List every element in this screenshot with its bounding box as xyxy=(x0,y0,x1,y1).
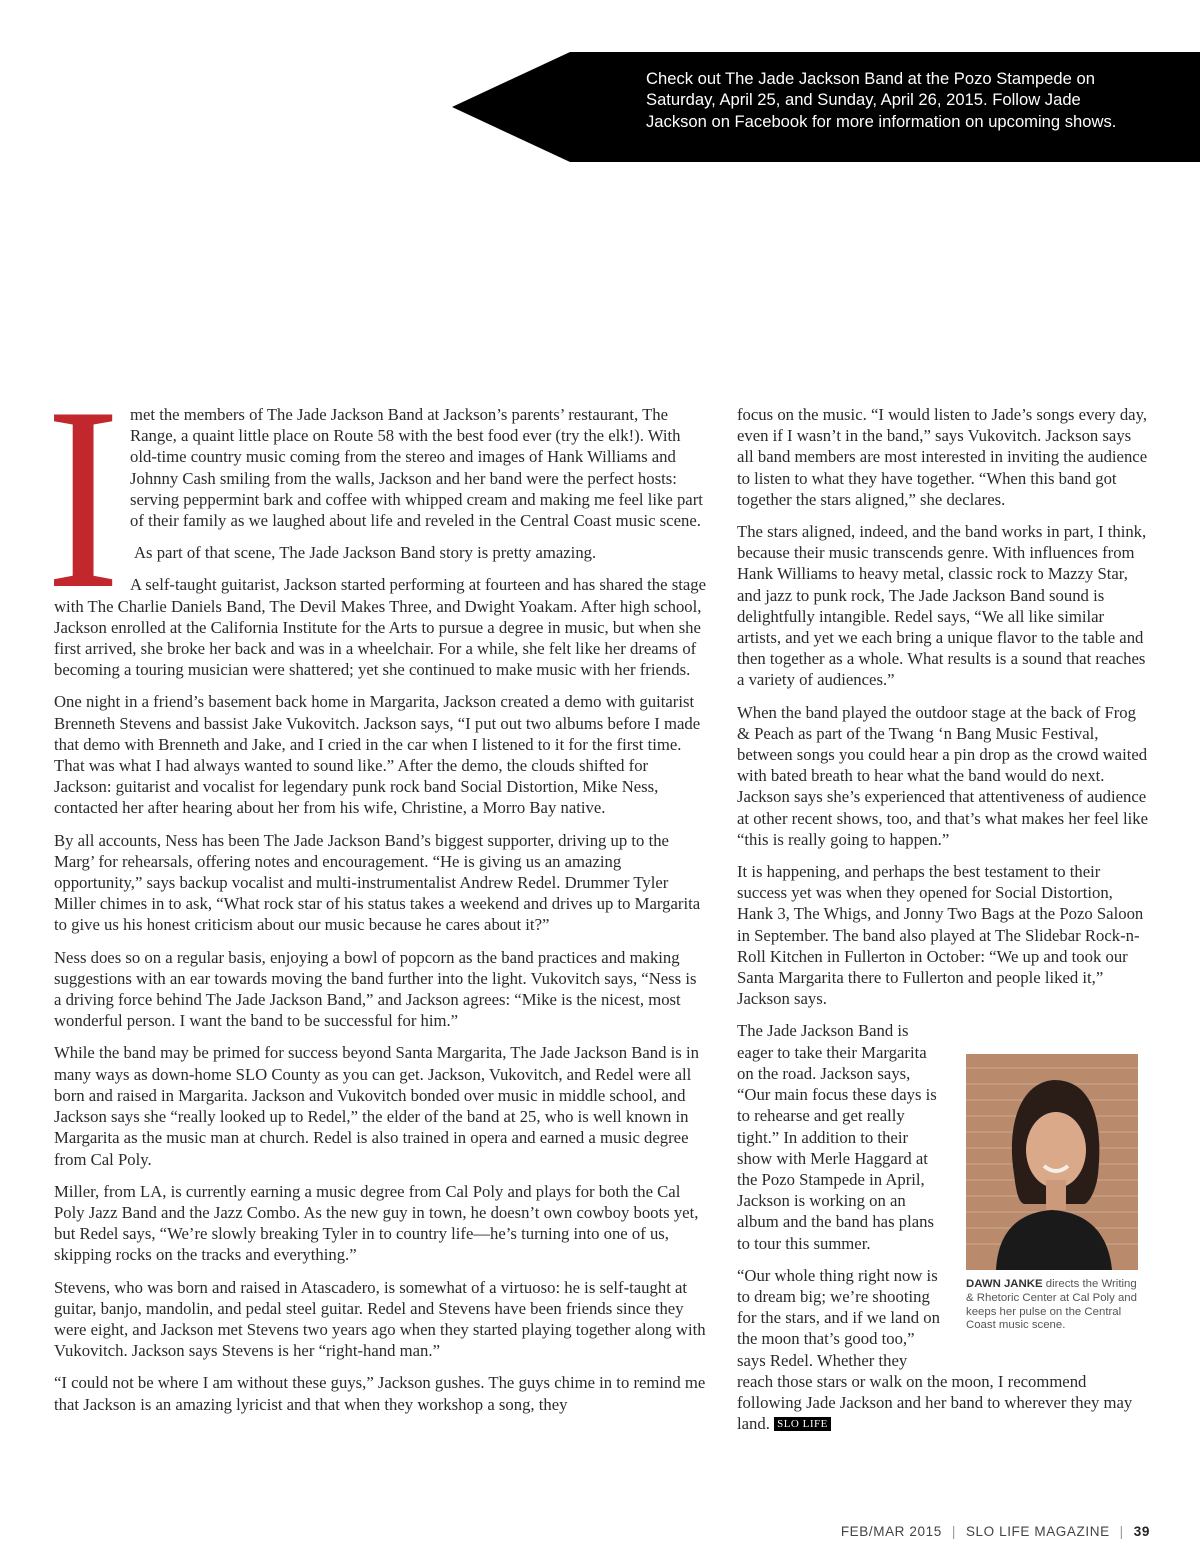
paragraph: met the members of The Jade Jackson Band at Jackson’s parents’ restaurant, The Range, a quaint little place on Route 58 with the best food ever (try the elk!). With old-time country music coming from the stereo and images of Hank Williams and Johnny Cash smiling from the walls, Jackson and her band were the perfect hosts: serving peppermint bark and coffee with whipped cream and making me feel like part of their family as we laughed about life and reveled in the Central Coast music scene. xyxy=(130,405,703,531)
paragraph: Stevens, who was born and raised in Atascadero, is somewhat of a virtuoso: he is self-taught at guitar, banjo, mandolin, and pedal steel guitar. Redel and Stevens have been friends since they were eight, and Jackson met Stevens two years ago when they started playing together along with Vukovitch. Jackson says Stevens is her “right-hand man.” xyxy=(54,1277,706,1361)
paragraph: When the band played the outdoor stage at the back of Frog & Peach as part of the Twang ‘n Bang Music Festival, between songs you could hear a pin drop as the crowd waited with bated breath to hear what the band would do next. Jackson says she’s experienced that attentiveness of audience at other recent shows, too, and that’s what makes her feel like “this is really going to happen.” xyxy=(737,702,1149,849)
article-column-right xyxy=(737,404,1150,1445)
paragraph: As part of that scene, The Jade Jackson Band story is pretty amazing. xyxy=(134,543,597,563)
footer-magazine: SLO LIFE MAGAZINE xyxy=(965,1524,1110,1539)
author-bio-text: directs the Writing & Rhetoric Center at Cal Poly and keeps her pulse on the Central Coast music scene. xyxy=(966,1278,1137,1332)
footer-separator: | xyxy=(1119,1524,1124,1539)
author-box xyxy=(966,1054,1138,1366)
paragraph: The stars aligned, indeed, and the band works in part, I think, because their music transcends genre. With influences from Hank Williams to heavy metal, classic rock to Mazzy Star, and jazz to punk rock, The Jade Jackson Band sound is delightfully intangible. Redel says, “We all like similar artists, and yet we each bring a unique flavor to the table and then together as a whole. What results is a sound that reaches a variety of audiences.” xyxy=(737,522,1147,690)
author-portrait-image xyxy=(966,1054,1138,1270)
article-column-left xyxy=(46,390,707,1426)
footer-separator: | xyxy=(951,1524,956,1539)
page-number: 39 xyxy=(1133,1524,1150,1539)
paragraph-text: “Our whole thing right now is to dream big; we’re shooting for the stars, and if we land on the moon that’s good too,” says Redel. Whether they reach those stars or walk on the moon, I recommend following Jade Jackson and her band to wherever they may land. xyxy=(737,1265,1133,1434)
author-name: DAWN JANKE xyxy=(966,1278,1043,1291)
paragraph: Miller, from LA, is currently earning a music degree from Cal Poly and plays for both the Cal Poly Jazz Band and the Jazz Combo. As the new guy in town, he doesn’t own cowboy boots yet, but Redel says, “We’re slowly breaking Tyler in to country life—he’s turning into one of us, skipping rocks on the tracks and everything.” xyxy=(54,1181,699,1265)
paragraph: The Jade Jackson Band is eager to take their Margarita on the road. Jackson says, “Our main focus these days is to rehearse and get really tight.” In addition to their show with Merle Haggard at the Pozo Stampede in April, Jackson is working on an album and the band has plans to tour this summer. xyxy=(737,1021,937,1253)
paragraph: Ness does so on a regular basis, enjoying a bowl of popcorn as the band practices and making suggestions with an ear towards moving the band further into the light. Vukovitch says, “Ness is a driving force behind The Jade Jackson Band,” and Jackson agrees: “Mike is the nicest, most wonderful person. I want the band to be successful for him.” xyxy=(54,947,697,1031)
footer-issue: FEB/MAR 2015 xyxy=(840,1524,942,1539)
event-banner xyxy=(452,52,1200,162)
end-mark-logo: SLO LIFE xyxy=(774,1417,831,1431)
drop-cap-letter xyxy=(42,390,126,600)
paragraph: It is happening, and perhaps the best testament to their success yet was when they opened for Social Distortion, Hank 3, The Whigs, and Jonny Two Bags at the Pozo Saloon in September. The band also played at The Slidebar Rock-n-Roll Kitchen in Fullerton in October: “We up and took our Santa Margarita there to Fullerton and people liked it,” Jackson says. xyxy=(737,862,1144,1009)
drop-cap xyxy=(42,390,126,600)
author-bio xyxy=(966,1278,1138,1332)
paragraph: While the band may be primed for success beyond Santa Margarita, The Jade Jackson Band is in many ways as down-home SLO County as you can get. Jackson, Vukovitch, and Redel were all born and raised in Margarita. Jackson and Vukovitch bonded over music in middle school, and Jackson says she “really looked up to Redel,” the elder of the band at 25, who is well known in Margarita as the music man at church. Redel is also trained in opera and earned a music degree from Cal Poly. xyxy=(54,1043,699,1169)
paragraph: One night in a friend’s basement back home in Margarita, Jackson created a demo with guitarist Brenneth Stevens and bassist Jake Vukovitch. Jackson says, “I put out two albums before I made that demo with Brenneth and Jake, and I cried in the car when I listened to it for the first time. That was what I had always wanted to sound like.” After the demo, the clouds shifted for Jackson: guitarist and vocalist for legendary punk rock band Social Distortion, Mike Ness, contacted her after hearing about her from his wife, Christine, a Morro Bay native. xyxy=(54,692,701,818)
author-photo xyxy=(966,1054,1138,1270)
paragraph: By all accounts, Ness has been The Jade Jackson Band’s biggest supporter, driving up to the Marg’ for rehearsals, offering notes and encouragement. “He is giving us an amazing opportunity,” says backup vocalist and multi-instrumentalist Andrew Redel. Drummer Tyler Miller chimes in to ask, “What rock star of his status takes a weekend and drives up to Margarita to give us his honest criticism about our music because he cares about it?” xyxy=(54,830,701,935)
page-footer xyxy=(800,1524,1150,1539)
svg-text:I: I xyxy=(46,390,120,600)
paragraph: A self-taught guitarist, Jackson started performing at fourteen and has shared the stage with The Charlie Daniels Band, The Devil Makes Three, and Dwight Yoakam. After high school, Jackson enrolled at the California Institute for the Arts to pursue a degree in music, but when she first arrived, she broke her back and was in a wheelchair. For a while, she felt like her dreams of becoming a touring musician were shattered; yet she continued to make music with her friends. xyxy=(54,575,707,680)
banner-text: Check out The Jade Jackson Band at the Pozo Stampede on Saturday, April 25, and Sunday, April 26, 2015. Follow Jade Jackson on Facebook for more information on upcoming shows. xyxy=(646,69,1117,131)
paragraph: “I could not be where I am without these guys,” Jackson gushes. The guys chime in to remind me that Jackson is an amazing lyricist and that when they workshop a song, they xyxy=(54,1373,706,1414)
paragraph: focus on the music. “I would listen to Jade’s songs every day, even if I wasn’t in the band,” says Vukovitch. Jackson says all band members are most interested in inviting the audience to listen to what they have together. “When this band got together the stars aligned,” she declares. xyxy=(737,405,1148,509)
